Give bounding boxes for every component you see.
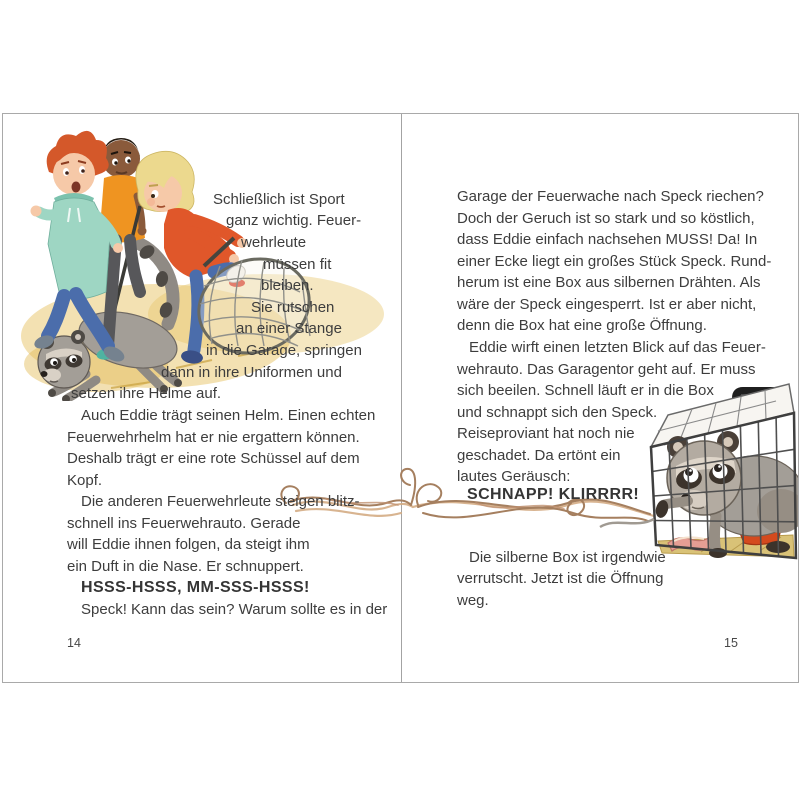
story-line: setzen ihre Helme auf. [71, 385, 222, 402]
onomatopoeia-line: HSSS-HSSS, MM-SSS-HSSS! [81, 579, 310, 596]
story-line: Die silberne Box ist irgendwie [469, 549, 666, 566]
story-line: Garage der Feuerwache nach Speck riechen? [457, 188, 764, 205]
story-line: Speck! Kann das sein? Warum sollte es in der [81, 601, 388, 618]
raccoon-nose [41, 371, 48, 377]
story-line: Deshalb trägt er eine rote Schüssel auf dem [67, 450, 360, 467]
story-line: Sie rutschen [251, 299, 335, 316]
story-line: Reiseproviant hat noch nie [457, 425, 635, 442]
story-line: und schnappt sich den Speck. [457, 404, 658, 421]
onomatopoeia-line: SCHNAPP! KLIRRRR! [467, 486, 640, 503]
story-line: Eddie wirft einen letzten Blick auf das Feuer- [469, 339, 766, 356]
book-spine [401, 114, 402, 682]
open-mouth [72, 182, 81, 193]
story-line: lautes Geräusch: [457, 468, 571, 485]
story-line: Doch der Geruch ist so stark und so köstlich, [457, 210, 755, 227]
story-line: geschadet. Da ertönt ein [457, 447, 621, 464]
story-line: schnell ins Feuerwehrauto. Gerade [67, 515, 301, 532]
story-line: ganz wichtig. Feuer- [226, 212, 362, 229]
book-spread [2, 113, 799, 683]
story-line: will Eddie ihnen folgen, da steigt ihm [67, 536, 310, 553]
fist [31, 206, 42, 217]
story-line: sich beeilen. Schnell läuft er in die Box [457, 382, 714, 399]
story-line: wäre der Speck eingesperrt. Ist er aber nicht, [457, 296, 757, 313]
story-line: Schließlich ist Sport [213, 191, 345, 208]
story-line: Auch Eddie trägt seinen Helm. Einen echten [81, 407, 376, 424]
story-line: bleiben. [261, 277, 314, 294]
story-line: an einer Stange [236, 320, 342, 337]
story-line: Die anderen Feuerwehrleute steigen blitz- [81, 493, 360, 510]
page-number: 15 [724, 636, 738, 650]
story-line: müssen fit [263, 256, 332, 273]
loose-wire [600, 519, 654, 527]
page-number: 14 [67, 636, 81, 650]
story-line: weg. [457, 592, 489, 609]
story-line: wehrauto. Das Garagentor geht auf. Er muss [457, 361, 756, 378]
story-line: Kopf. [67, 472, 103, 489]
story-line: Feuerwehrhelm hat er nie ergattern können. [67, 429, 360, 446]
swirl-curl-up [401, 469, 415, 505]
story-line: herum ist eine Box aus silbernen Drähten. Als [457, 274, 761, 291]
story-line: verrutscht. Jetzt ist die Öffnung [457, 570, 664, 587]
story-line: denn die Box hat eine große Öffnung. [457, 317, 707, 334]
story-line: wehrleute [241, 234, 307, 251]
story-line: ein Duft in die Nase. Er schnuppert. [67, 558, 304, 575]
story-line: in die Garage, springen [206, 342, 362, 359]
story-line: dann in ihre Uniformen und [161, 364, 342, 381]
story-line: dass Eddie einfach nachsehen MUSS! Da! In [457, 231, 758, 248]
story-line: einer Ecke liegt ein großes Stück Speck. Rund- [457, 253, 772, 270]
